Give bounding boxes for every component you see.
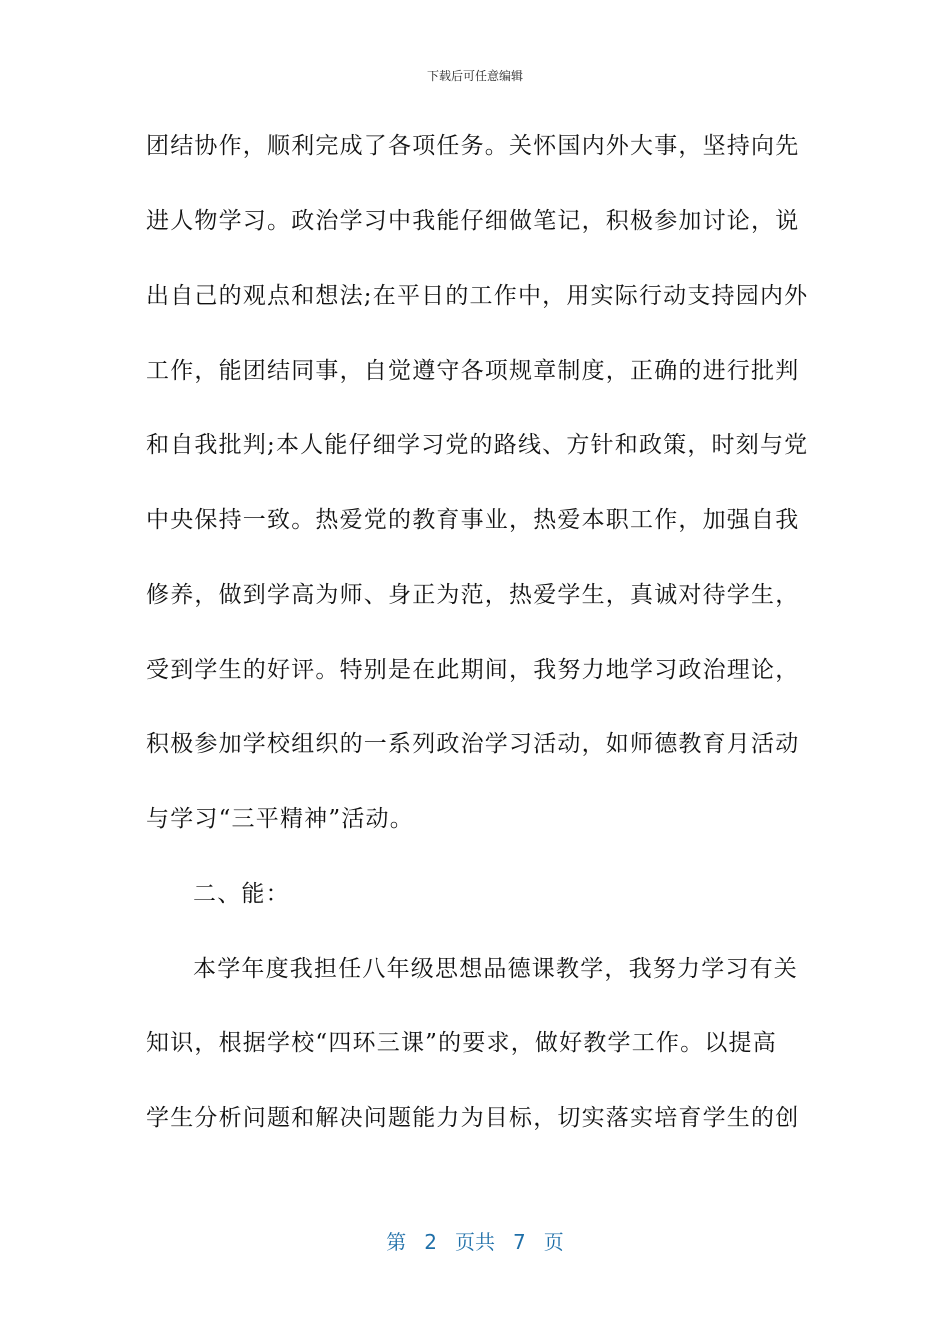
body-line: 修养，做到学高为师、身正为范，热爱学生，真诚对待学生，	[146, 582, 800, 608]
body-line: 本学年度我担任八年级思想品德课教学，我努力学习有关	[193, 956, 798, 982]
header-note: 下载后可任意编辑	[426, 69, 523, 83]
body-line: 和自我批判;本人能仔细学习党的路线、方针和政策，时刻与党	[146, 432, 809, 458]
body-line: 工作，能团结同事，自觉遵守各项规章制度，正确的进行批判	[146, 358, 800, 384]
body-line: 出自己的观点和想法;在平日的工作中，用实际行动支持园内外	[146, 283, 809, 309]
body-line: 知识，根据学校“四环三课”的要求，做好教学工作。以提高	[146, 1030, 777, 1056]
body-line: 积极参加学校组织的一系列政治学习活动，如师德教育月活动	[146, 731, 800, 757]
footer-suffix: 页	[543, 1230, 564, 1254]
body-line: 中央保持一致。热爱党的教育事业，热爱本职工作，加强自我	[146, 507, 800, 533]
body-line: 受到学生的好评。特别是在此期间，我努力地学习政治理论，	[146, 657, 800, 683]
body-line: 学生分析问题和解决问题能力为目标，切实落实培育学生的创	[146, 1105, 800, 1131]
current-page-number: 2	[424, 1230, 437, 1254]
body-line: 进人物学习。政治学习中我能仔细做笔记，积极参加讨论，说	[146, 208, 800, 234]
page-footer	[0, 1226, 950, 1255]
total-pages-number: 7	[513, 1230, 526, 1254]
body-line: 团结协作，顺利完成了各项任务。关怀国内外大事，坚持向先	[146, 133, 800, 159]
footer-prefix: 第	[386, 1230, 407, 1254]
body-line: 与学习“三平精神”活动。	[146, 806, 414, 832]
section-heading: 二、能：	[193, 881, 290, 907]
footer-middle: 页共	[455, 1230, 495, 1254]
